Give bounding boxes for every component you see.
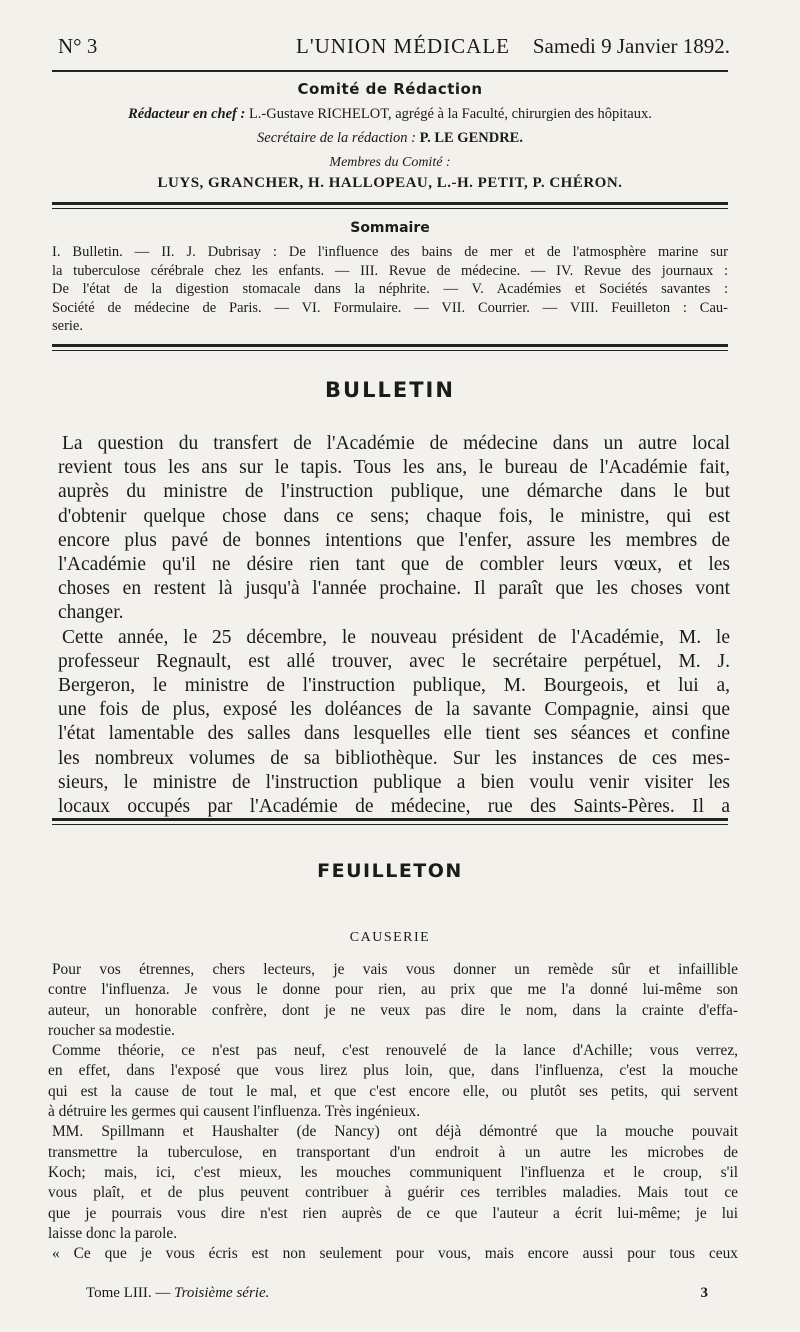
sommaire-line: De l'état de la digestion stomacale dans la néphrite. — V. Académies et Sociétés savantes : xyxy=(52,281,728,297)
text-line: l'Académie qu'il ne désire rien tant que de combler leurs vœux, et les xyxy=(58,554,730,576)
editor-line xyxy=(52,106,728,123)
text-line: vous plaît, et de plus peuvent contribuer à guérir ces terribles maladies. Mais tout ce xyxy=(48,1184,738,1202)
feuilleton-body xyxy=(48,960,738,1264)
text-line: Cette année, le 25 décembre, le nouveau président de l'Académie, M. le xyxy=(62,626,730,648)
text-line: que je pourrais vous dire n'est rien auprès de ce que l'auteur a écrit lui-même; je lui xyxy=(48,1204,738,1222)
text-line: une fois de plus, exposé les doléances de la savante Compagnie, ainsi que xyxy=(58,699,730,721)
text-line: locaux occupés par l'Académie de médecine, rue des Saints-Pères. Il a xyxy=(58,796,730,818)
committee-rule-bottom xyxy=(52,208,728,209)
issue-date: Samedi 9 Janvier 1892. xyxy=(532,34,730,58)
text-line: Bergeron, le ministre de l'instruction publique, M. Bourgeois, et lui a, xyxy=(58,675,730,697)
text-line: en effet, dans l'exposé que vous lirez plus loin, que, dans l'influenza, c'est la mouche xyxy=(48,1062,738,1080)
text-line: qui est la cause de tout le mal, et que c'est encore elle, ou plutôt ses petits, qui servent xyxy=(48,1082,738,1100)
text-line: auteur, un honorable confrère, dont je ne veux pas dire le nom, dans la crainte d'effa- xyxy=(48,1001,738,1019)
journal-title: L'UNION MÉDICALE xyxy=(296,34,511,58)
sommaire-text xyxy=(52,243,728,336)
text-line: laisse donc la parole. xyxy=(48,1224,178,1242)
sommaire-line: Société de médecine de Paris. — VI. Formulaire. — VII. Courrier. — VIII. Feuilleton : Cau- xyxy=(52,299,728,316)
text-line: auprès du ministre de l'instruction publique, une démarche dans le but xyxy=(58,481,730,503)
tome-text: Tome LIII. — xyxy=(86,1285,171,1301)
text-line: roucher sa modestie. xyxy=(48,1021,175,1039)
secretary-line xyxy=(52,130,728,147)
issue-number: N° 3 xyxy=(58,34,98,58)
text-line: La question du transfert de l'Académie de médecine dans un autre local xyxy=(62,433,730,454)
editor-name: L.-Gustave RICHELOT, agrégé à la Faculté, chirurgien des hôpitaux. xyxy=(248,106,652,122)
causerie-title: CAUSERIE xyxy=(349,930,431,945)
text-line: l'état lamentable des salles dans lesquelles elle tient ses séances et confine xyxy=(58,723,730,745)
sommaire-line: la tuberculose cérébrale chez les enfants. — III. Revue de médecine. — IV. Revue des journaux : xyxy=(52,262,728,279)
members-label: Membres du Comité : xyxy=(329,155,451,170)
sommaire-rule-top xyxy=(52,344,728,347)
text-line: revient tous les ans sur le tapis. Tous les ans, le bureau de l'Académie fait, xyxy=(58,457,730,479)
page-footer xyxy=(86,1285,708,1307)
text-line: les nombreux volumes de sa bibliothèque. Sur les instances de ces mes- xyxy=(58,747,730,769)
text-line: Pour vos étrennes, chers lecteurs, je vais vous donner un remède sûr et infaillible xyxy=(52,961,738,978)
bulletin-paragraph xyxy=(58,626,730,820)
text-line: contre l'influenza. Je vous le donne pour rien, au prix que me l'a donné lui-même son xyxy=(48,981,738,999)
text-line: sieurs, le ministre de l'instruction publique a bien voulu venir visiter les xyxy=(58,771,730,793)
bulletin-rule-top xyxy=(52,818,728,821)
bulletin-body xyxy=(58,432,730,819)
bulletin-rule-bottom xyxy=(52,824,728,825)
feuilleton-paragraph xyxy=(48,960,738,1041)
text-line: choses en restent là jusqu'à l'année prochaine. Il paraît que les choses vont xyxy=(58,578,730,600)
bulletin-title: BULLETIN xyxy=(325,378,455,402)
text-line: d'obtenir quelque chose dans ce sens; chaque fois, le ministre, qui est xyxy=(58,505,730,527)
page-header xyxy=(58,34,730,66)
feuilleton-paragraph xyxy=(48,1041,738,1122)
volume-label xyxy=(86,1285,269,1302)
secretary-label: Secrétaire de la rédaction : xyxy=(257,130,416,146)
header-rule xyxy=(52,70,728,72)
members-list: LUYS, GRANCHER, H. HALLOPEAU, L.-H. PETIT, P. CHÉRON. xyxy=(157,175,623,191)
sommaire-rule-bottom xyxy=(52,350,728,351)
bulletin-paragraph xyxy=(58,432,730,626)
text-line: Comme théorie, ce n'est pas neuf, c'est renouvelé de la lance d'Achille; vous verrez, xyxy=(52,1042,738,1060)
page-number: 3 xyxy=(700,1285,708,1301)
serie-text: Troisième série. xyxy=(174,1285,270,1301)
editor-label: Rédacteur en chef : xyxy=(128,106,246,122)
text-line: à détruire les germes qui causent l'influenza. Très ingénieux. xyxy=(48,1103,421,1121)
text-line: transmettre la tuberculose, en transportant d'un endroit à un autre les microbes de xyxy=(48,1143,738,1161)
text-line: Koch; mais, ici, c'est mieux, les mouches communiquent l'influenza et le croup, s'il xyxy=(48,1163,738,1181)
text-line: encore plus pavé de bonnes intentions que l'enfer, assure les membres de xyxy=(58,529,730,551)
committee-title: Comité de Rédaction xyxy=(297,80,483,98)
text-line: MM. Spillmann et Haushalter (de Nancy) ont déjà démontré que la mouche pouvait xyxy=(52,1123,738,1141)
text-line: changer. xyxy=(58,602,124,624)
feuilleton-paragraph xyxy=(48,1122,738,1244)
feuilleton-title: FEUILLETON xyxy=(317,860,463,882)
text-line: professeur Regnault, est allé trouver, avec le secrétaire perpétuel, M. J. xyxy=(58,650,730,672)
sommaire-title: Sommaire xyxy=(350,220,430,236)
text-line: « Ce que je vous écris est non seulement pour vous, mais encore aussi pour tous ceux xyxy=(52,1245,738,1263)
sommaire-line: serie. xyxy=(52,318,83,334)
sommaire-line: I. Bulletin. — II. J. Dubrisay : De l'influence des bains de mer et de l'atmosphère marine sur xyxy=(52,244,728,260)
feuilleton-paragraph xyxy=(48,1244,738,1264)
secretary-name: P. LE GENDRE. xyxy=(419,130,523,146)
committee-rule-top xyxy=(52,202,728,205)
